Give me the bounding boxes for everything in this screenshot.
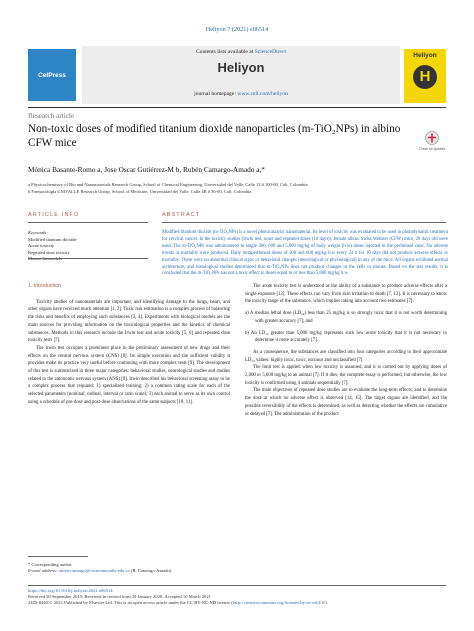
homepage-line xyxy=(82,91,400,97)
doi-link[interactable]: https://doi.org/10.1016/j.heliyon.2021.e06514 xyxy=(28,588,113,593)
body-paragraph: As a consequence, the substances are classified into four categories according to their approximate LD₅₀ values: highly toxic, toxic, noxious and unclassified [7]. xyxy=(245,349,447,363)
keyword-item: Acute toxicity xyxy=(28,243,55,249)
info-bottom-rule xyxy=(28,258,148,259)
email-line xyxy=(28,568,446,574)
publisher-logo-text: CelPress xyxy=(38,71,66,79)
license-suffix: ). xyxy=(325,600,328,606)
footnote-rule xyxy=(28,556,88,557)
author-list: Mónica Basante-Romo a, Jose Oscar Gutiérrez-M b, Rubén Camargo-Amado a,* xyxy=(28,165,265,174)
introduction-heading: 1. Introduction xyxy=(28,283,61,289)
article-title: Non-toxic doses of modified titanium dioxide nanoparticles (m-TiO₂NPs) in albino CFW mice xyxy=(28,123,401,149)
license-line xyxy=(28,600,446,606)
keyword-item: Modified titanium dioxide xyxy=(28,236,77,242)
body-paragraph: The main objectives of repeated dose studies are to evaluate the long-term effects, and to determine the dose at which no adverse effect is observed [14, 15]. The target organs are identified, and the possible reversibility of the effects is determined, as well as detecting whether the effects are cumulative or delayed [7]. The administration of the product xyxy=(245,388,447,417)
homepage-link[interactable]: www.cell.com/heliyon xyxy=(237,91,288,97)
journal-logo-mark: H xyxy=(413,65,437,89)
publisher-logo[interactable] xyxy=(28,49,76,101)
affiliation-a: a Physicochemistry of Bio and Nanomaterials Research Group, School of Chemical Engineering, Universidad del Valle, Calle 13 # 100-00, Cali, Colombia xyxy=(28,182,308,187)
left-column xyxy=(28,283,230,407)
list-item: a) A median lethal dose (LD₅₀) less than 25 mg/kg is so strongly toxic that it is not worth determining with greater accuracy [7]; and xyxy=(245,311,447,324)
email-link[interactable]: ruben.camargo@correounivalle.edu.co xyxy=(58,568,130,574)
article-type: Research article xyxy=(28,112,75,120)
header-rule xyxy=(28,107,446,108)
abstract-body: Modified titanium dioxide (m-TiO₂NPs) is a novel photocatalytic nanomaterial. Its level of toxicity was evaluated to be used in photodynamic treatment for cervical cancer. In the toxicity studies (Irwin test, acute and repeated doses (10 days)), female albino Swiss Webster (CFW) mice, 28 days old were used. The m-TiO₂NPs was administered in single 300, 600 and 5,000 mg/kg of body weight (b.w) doses injected in the peritoneal zone. No adverse events or mortality were produced. Daily intraperitoneal doses of 300 and 600 mg/kg b.w every 24 h for 10 days did not produce adverse effects or mortality. There were no abnormal clinical signs or behavioral changes (neurological or physiological) in any of the mice. All organs exhibited normal architecture, and histological studies determined that m-TiO₂NPs does not produce changes in the cells or tissues. Based on the test results, it is concluded that the m-TiO₂NPs has not a toxic effect in doses equal to or less than 5,000 mg/kg b.w. xyxy=(162,230,448,277)
keyword-item: Murine biomodels xyxy=(28,256,62,262)
keyword-item: Repeated dose toxicity xyxy=(28,249,70,255)
info-rule xyxy=(28,222,148,223)
publication-info xyxy=(28,588,446,607)
license-link[interactable]: http://creativecommons.org/licenses/by-nc-nd/4.0/ xyxy=(232,600,326,606)
journal-logo-word: Heliyon xyxy=(413,52,437,59)
contents-line xyxy=(82,49,400,55)
abstract-heading: ABSTRACT xyxy=(162,212,201,218)
crossmark-label: Check for updates xyxy=(418,147,446,151)
homepage-prefix: journal homepage: xyxy=(194,91,238,97)
article-info-heading: ARTICLE INFO xyxy=(28,212,80,218)
contents-prefix: Contents lists available at xyxy=(195,49,255,55)
journal-reference[interactable]: Heliyon 7 (2021) e06514 xyxy=(205,26,269,33)
keywords-label: Keywords: xyxy=(28,230,48,235)
body-paragraph: The acute toxicity test is understood as the ability of a substance to produce adverse effects after a single exposure [12]. These effects can vary from skin irritation to death [7, 13]. It is necessary to know the toxicity range of the substance, which implies taking into account two estimates [7]: xyxy=(245,284,447,305)
list-item: b) An LD₅₀ greater than 5,000 mg/kg represents such low acute toxicity that it is not necessary to determine it more accurately [7]. xyxy=(245,330,447,344)
history-line: Received 20 September 2019; Received in revised form 29 January 2020; Accepted 10 March 2021 xyxy=(28,594,211,600)
journal-logo[interactable] xyxy=(404,49,446,103)
right-column xyxy=(245,283,447,418)
sciencedirect-link[interactable]: ScienceDirect xyxy=(254,49,287,55)
footnotes xyxy=(28,562,446,574)
affiliation-b: b Farmacología UNIVALLE Research Group, School of Medicine, Universidad del Valle, Calle 4B # 36-00, Cali, Colombia xyxy=(28,189,252,194)
email-suffix: (R. Camargo-Amado). xyxy=(129,568,173,574)
email-label: E-mail address: xyxy=(28,568,59,574)
corresponding-note: * Corresponding author. xyxy=(28,562,73,567)
body-paragraph: The Irwin test occupies a prominent place in the preliminary assessment of new drugs and their effects on the central nervous system (CNS) [8]. Its simple execution and the sufficient validity it provides make its practice very useful before continuing with more complex tests [9]. The development of this test is summarized in three major categories: behavioral studies, neurological studies and studies related to the autonomic nervous system (ANS) [9]. Irwin described his behavioral screening assay to be a complex process that required: 1) specialized training; 2) a common rating scale for each of the selected parameters (nominal, ordinal, interval or ratio scale); 3) each animal to serve as its own control using a schedule of pre-dose and post-dose observations of the same subjects [10, 11]. xyxy=(28,345,230,405)
crossmark-icon[interactable] xyxy=(418,130,446,154)
license-prefix: 2405-8440/© 2021 Published by Elsevier Ltd. This is an open access article under the CC BY-NC-ND license ( xyxy=(28,600,233,606)
bottom-rule xyxy=(28,585,446,586)
body-paragraph: Toxicity studies of nanomaterials are important, and identifying damage to the lungs, heart, and other organs have received much attention [1, 2]. Toxic risk estimation is a complex process of balancing the risks and benefits of employing such substances [3, 4]. Experiments with biological models are the main sources for providing information on the toxicological properties and the kinetics of chemical substances. Methods in this research include the Irwin test and acute toxicity [5, 6] and repeated dose toxicity tests [7]. xyxy=(28,299,230,344)
abstract-rule xyxy=(162,222,446,223)
body-paragraph: The limit test is applied when low toxicity is assumed, and it is carried out by applying doses of 2,000 or 5,000 mg/kg to an animal [7]. If it dies, the complete essay is performed, but otherwise, the low toxicity is confirmed using 4 animals sequentially [7]. xyxy=(245,365,447,386)
journal-name: Heliyon xyxy=(217,60,265,75)
